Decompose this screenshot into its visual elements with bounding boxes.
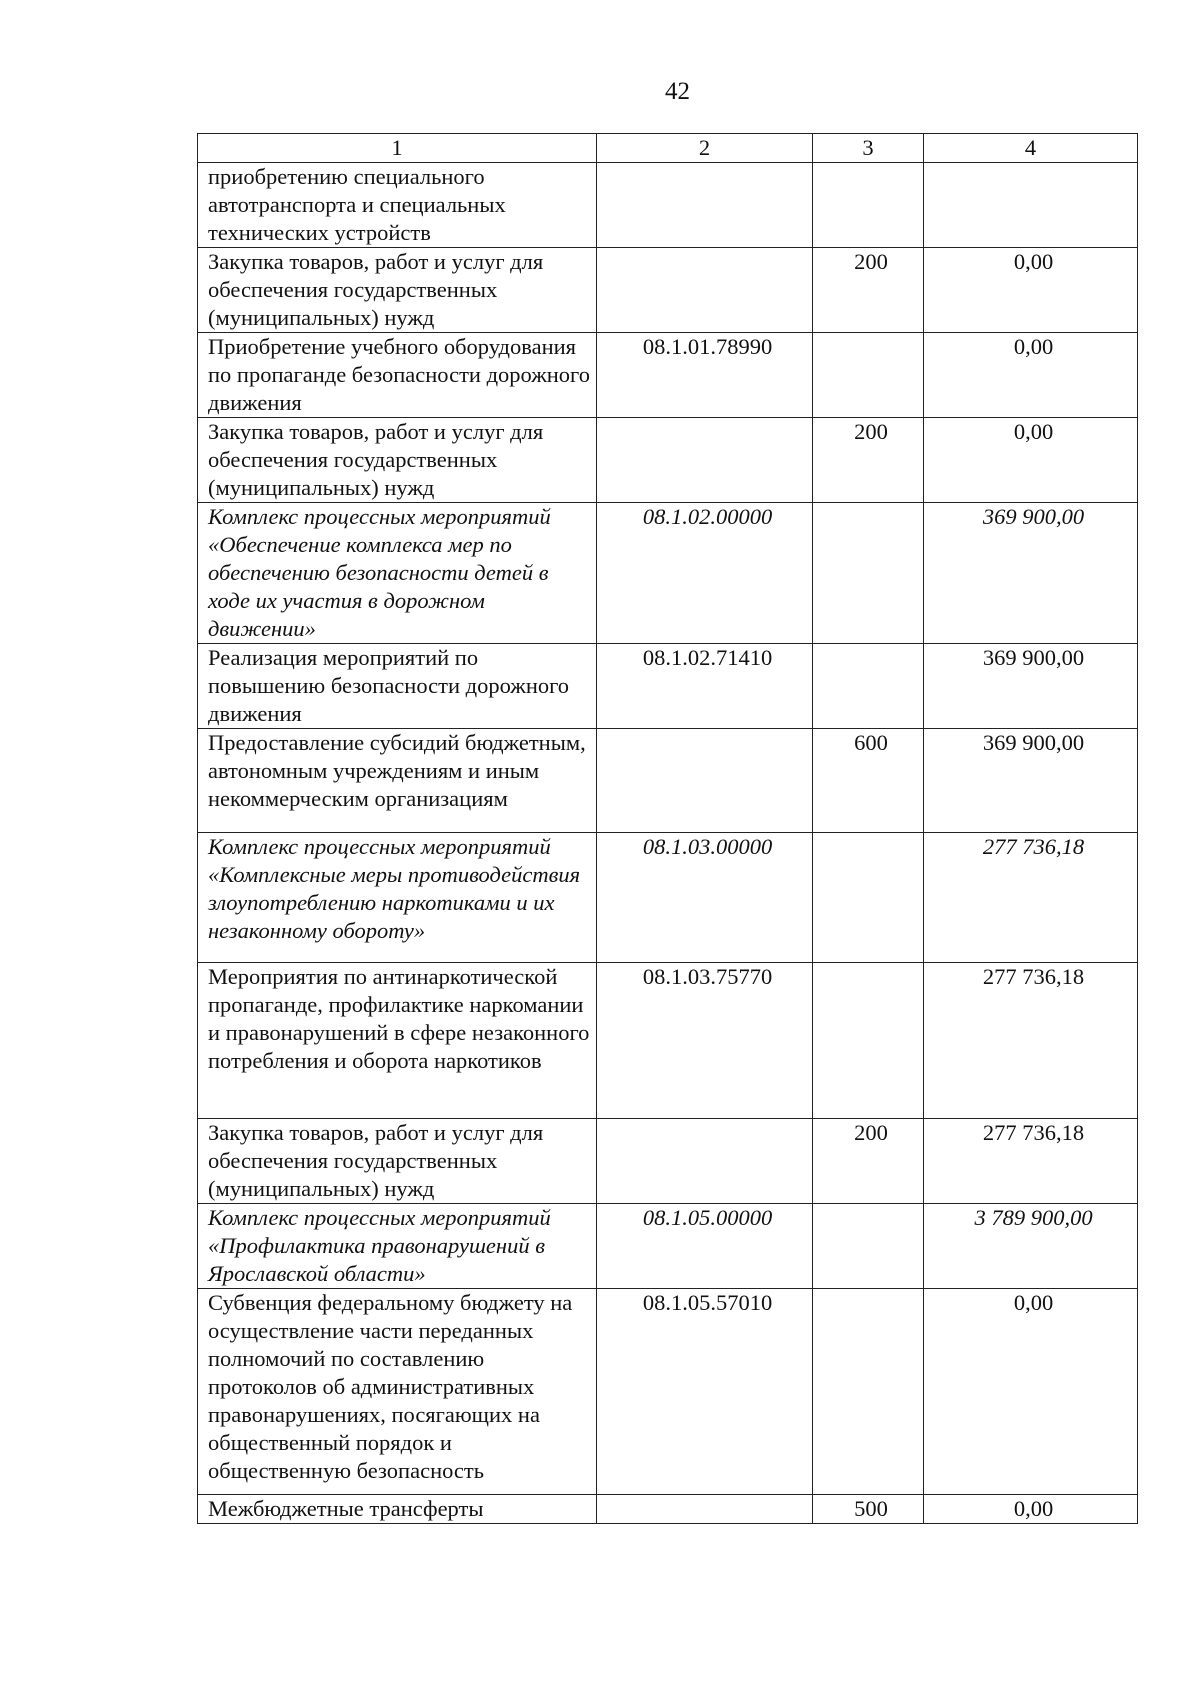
row-sum-cell: 369 900,00 bbox=[924, 503, 1138, 644]
row-type-cell: 200 bbox=[813, 248, 924, 333]
row-name-cell: Закупка товаров, работ и услуг для обеспечения государственных (муниципальных) нужд bbox=[198, 248, 597, 333]
row-code-cell bbox=[597, 729, 813, 833]
row-sum-cell: 0,00 bbox=[924, 418, 1138, 503]
table-row bbox=[198, 248, 1138, 333]
table-row bbox=[198, 963, 1138, 1119]
row-name-cell: Комплекс процессных мероприятий «Комплексные меры противодействия злоупотреблению наркотиками и их незаконному обороту» bbox=[198, 833, 597, 963]
row-name-cell: Приобретение учебного оборудования по пропаганде безопасности дорожного движения bbox=[198, 333, 597, 418]
row-code-cell: 08.1.02.71410 bbox=[597, 644, 813, 729]
row-code-cell: 08.1.05.00000 bbox=[597, 1204, 813, 1289]
row-type-cell: 500 bbox=[813, 1495, 924, 1524]
row-type-cell bbox=[813, 163, 924, 248]
row-type-cell: 600 bbox=[813, 729, 924, 833]
row-code-cell: 08.1.03.00000 bbox=[597, 833, 813, 963]
table-row bbox=[198, 1204, 1138, 1289]
column-header-4: 4 bbox=[924, 134, 1138, 163]
row-code-cell: 08.1.02.00000 bbox=[597, 503, 813, 644]
table-row bbox=[198, 1119, 1138, 1204]
row-name-cell: Реализация мероприятий по повышению безопасности дорожного движения bbox=[198, 644, 597, 729]
row-type-cell bbox=[813, 963, 924, 1119]
table-row bbox=[198, 163, 1138, 248]
row-name-cell: Межбюджетные трансферты bbox=[198, 1495, 597, 1524]
row-type-cell bbox=[813, 503, 924, 644]
row-name-cell: приобретению специального автотранспорта и специальных технических устройств bbox=[198, 163, 597, 248]
table-row bbox=[198, 833, 1138, 963]
table-row bbox=[198, 333, 1138, 418]
row-sum-cell: 0,00 bbox=[924, 333, 1138, 418]
row-sum-cell: 369 900,00 bbox=[924, 644, 1138, 729]
row-name-cell: Предоставление субсидий бюджетным, автономным учреждениям и иным некоммерческим организациям bbox=[198, 729, 597, 833]
table-row bbox=[198, 418, 1138, 503]
row-code-cell: 08.1.03.75770 bbox=[597, 963, 813, 1119]
row-type-cell: 200 bbox=[813, 1119, 924, 1204]
page-number: 42 bbox=[665, 78, 690, 105]
column-header-2: 2 bbox=[597, 134, 813, 163]
table-row bbox=[198, 729, 1138, 833]
row-code-cell bbox=[597, 1495, 813, 1524]
row-name-cell: Закупка товаров, работ и услуг для обеспечения государственных (муниципальных) нужд bbox=[198, 1119, 597, 1204]
row-name-cell: Закупка товаров, работ и услуг для обеспечения государственных (муниципальных) нужд bbox=[198, 418, 597, 503]
row-name-cell: Комплекс процессных мероприятий «Обеспечение комплекса мер по обеспечению безопасности детей в ходе их участия в дорожном движении» bbox=[198, 503, 597, 644]
row-sum-cell: 277 736,18 bbox=[924, 833, 1138, 963]
row-name-cell: Мероприятия по антинаркотической пропаганде, профилактике наркомании и правонарушений в сфере незаконного потребления и оборота наркотиков bbox=[198, 963, 597, 1119]
row-name-cell: Субвенция федеральному бюджету на осуществление части переданных полномочий по составлению протоколов об административных правонарушениях, посягающих на общественный порядок и общественную безопасность bbox=[198, 1289, 597, 1495]
row-sum-cell: 3 789 900,00 bbox=[924, 1204, 1138, 1289]
row-sum-cell: 277 736,18 bbox=[924, 1119, 1138, 1204]
row-code-cell bbox=[597, 1119, 813, 1204]
row-code-cell: 08.1.01.78990 bbox=[597, 333, 813, 418]
budget-table bbox=[197, 133, 1138, 1524]
header-row bbox=[198, 134, 1138, 163]
row-sum-cell: 0,00 bbox=[924, 248, 1138, 333]
row-type-cell bbox=[813, 1204, 924, 1289]
row-sum-cell bbox=[924, 163, 1138, 248]
row-sum-cell: 369 900,00 bbox=[924, 729, 1138, 833]
row-code-cell: 08.1.05.57010 bbox=[597, 1289, 813, 1495]
row-type-cell bbox=[813, 333, 924, 418]
row-name-cell: Комплекс процессных мероприятий «Профилактика правонарушений в Ярославской области» bbox=[198, 1204, 597, 1289]
row-sum-cell: 277 736,18 bbox=[924, 963, 1138, 1119]
row-code-cell bbox=[597, 248, 813, 333]
row-type-cell bbox=[813, 644, 924, 729]
row-code-cell bbox=[597, 418, 813, 503]
table-row bbox=[198, 644, 1138, 729]
table-row bbox=[198, 1289, 1138, 1495]
row-type-cell: 200 bbox=[813, 418, 924, 503]
column-header-1: 1 bbox=[198, 134, 597, 163]
row-sum-cell: 0,00 bbox=[924, 1289, 1138, 1495]
row-code-cell bbox=[597, 163, 813, 248]
column-header-3: 3 bbox=[813, 134, 924, 163]
table-row bbox=[198, 503, 1138, 644]
row-type-cell bbox=[813, 833, 924, 963]
row-type-cell bbox=[813, 1289, 924, 1495]
row-sum-cell: 0,00 bbox=[924, 1495, 1138, 1524]
table-row bbox=[198, 1495, 1138, 1524]
